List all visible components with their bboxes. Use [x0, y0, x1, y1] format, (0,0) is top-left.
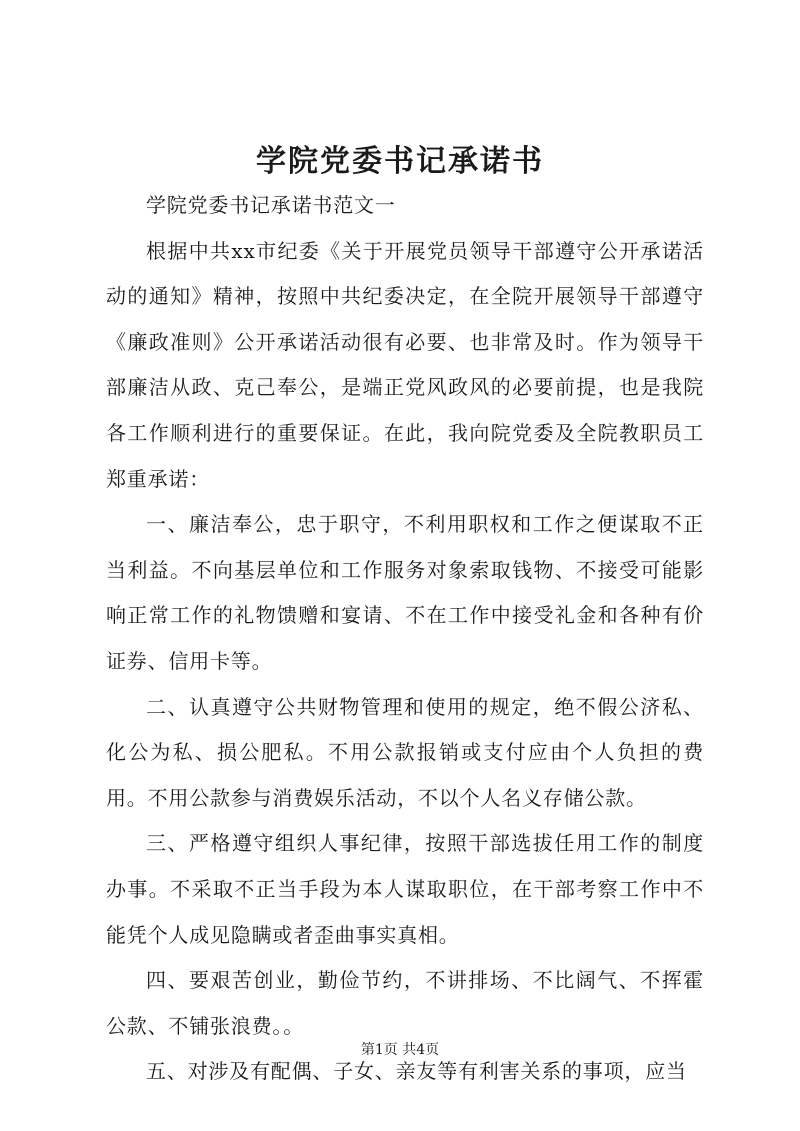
- document-title: 学院党委书记承诺书: [256, 144, 544, 179]
- paragraph-item-1: 一、廉洁奉公，忠于职守，不利用职权和工作之便谋取不正当利益。不向基层单位和工作服务对象索取钱物、不接受可能影响正常工作的礼物馈赠和宴请、不在工作中接受礼金和各种有价证券、信用卡等。: [106, 512, 704, 673]
- paragraph-item-5: 五、对涉及有配偶、子女、亲友等有利害关系的事项，应当: [146, 1059, 687, 1084]
- paragraph-intro: 根据中共xx市纪委《关于开展党员领导干部遵守公开承诺活动的通知》精神，按照中共纪委决定，在全院开展领导干部遵守《廉政准则》公开承诺活动很有必要、也非常及时。作为领导干部廉洁从政、克己奉公，是端正党风政风的必要前提，也是我院各工作顺利进行的重要保证。在此，我向院党委及全院教职员工郑重承诺：: [106, 238, 704, 491]
- paragraph-item-2: 二、认真遵守公共财物管理和使用的规定，绝不假公济私、化公为私、损公肥私。不用公款报销或支付应由个人负担的费用。不用公款参与消费娱乐活动，不以个人名义存储公款。: [106, 694, 704, 810]
- paragraph-subtitle: 学院党委书记承诺书范文一: [146, 193, 396, 217]
- paragraph-item-4: 四、要艰苦创业，勤俭节约，不讲排场、不比阔气、不挥霍公款、不铺张浪费。。: [106, 968, 704, 1038]
- page-number-footer: 第1页 共4页: [360, 1042, 440, 1058]
- document-body: [106, 183, 704, 1095]
- paragraph-item-3: 三、严格遵守组织人事纪律，按照干部选拔任用工作的制度办事。不采取不正当手段为本人谋取职位，在干部考察工作中不能凭个人成见隐瞒或者歪曲事实真相。: [106, 831, 704, 947]
